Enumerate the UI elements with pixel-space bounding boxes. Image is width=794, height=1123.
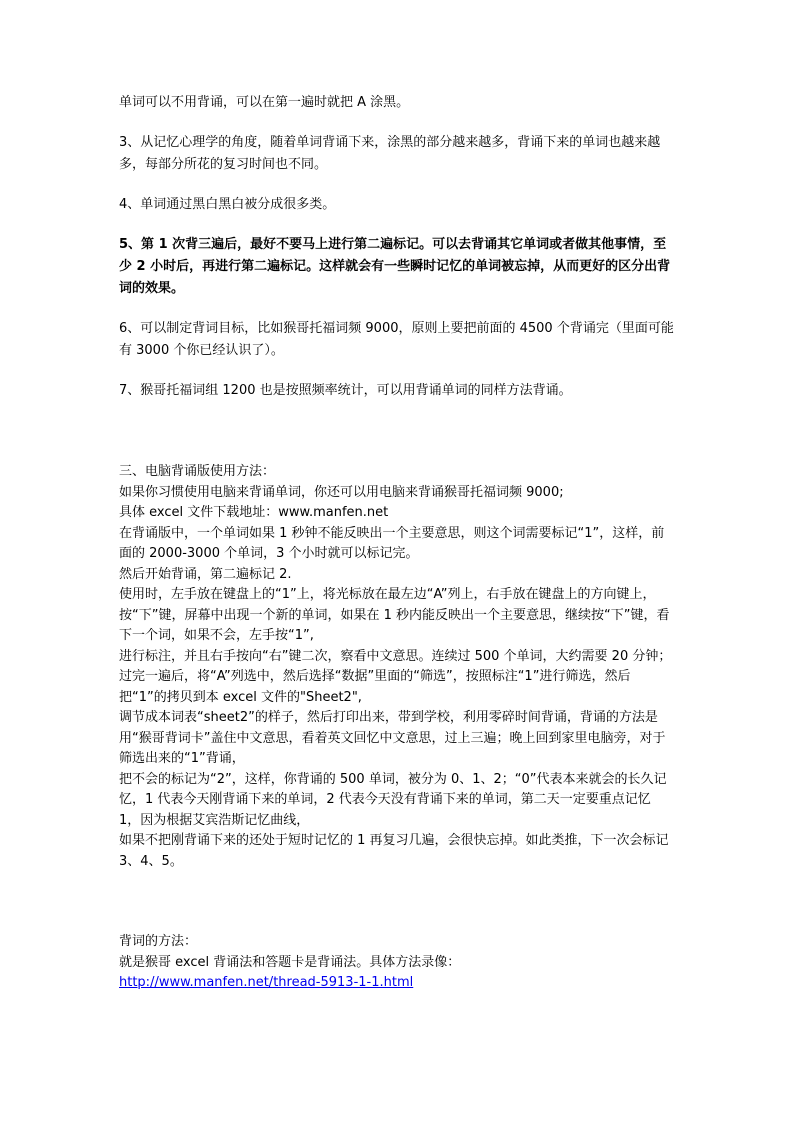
text-line: 使用时，左手放在键盘上的“1”上，将光标放在最左边“A”列上，右手放在键盘上的方向键上，按“下”键，屏幕中出现一个新的单词，如果在 1 秒内能反映出一个主要意思，继续按“下”键，看下一个词，如果不会，左手按“1”, [119, 587, 670, 643]
method-section [119, 932, 675, 994]
text-line: 调节成本词表“sheet2”的样子，然后打印出来，带到学校，利用零碎时间背诵，背诵的方法是用“猴哥背词卡”盖住中文意思，看着英文回忆中文意思，过上三遍；晚上回到家里电脑旁，对于筛选出来的“1”背诵， [119, 710, 666, 766]
text-line: 如果你习惯使用电脑来背诵单词，你还可以用电脑来背诵猴哥托福词频 9000; [119, 484, 564, 500]
text-line: 把不会的标记为“2”，这样，你背诵的 500 单词，被分为 0、1、2；“0”代表本来就会的长久记忆，1 代表今天刚背诵下来的单词，2 代表今天没有背诵下来的单词，第二天一定要重点记忆 1，因为根据艾宾浩斯记忆曲线， [119, 771, 667, 828]
method-description: 就是猴哥 excel 背诵法和答题卡是背诵法。具体方法录像： [119, 954, 461, 970]
paragraph-point-6: 6、可以制定背词目标，比如猴哥托福词频 9000，原则上要把前面的 4500 个背诵完（里面可能有 3000 个你已经认识了）。 [119, 321, 674, 358]
text-line: 如果不把刚背诵下来的还处于短时记忆的 1 再复习几遍，会很快忘掉。如此类推，下一次会标记 3、4、5。 [119, 833, 669, 869]
text-line: 进行标注，并且右手按向“右”键二次，察看中文意思。连续过 500 个单词，大约需要 20 分钟；过完一遍后，将“A”列选中，然后选择“数据”里面的“筛选”，按照标注“1”进行筛选，然后把“1”的拷贝到本 excel 文件的"Sheet2", [119, 648, 672, 705]
text-line: 在背诵版中，一个单词如果 1 秒钟不能反映出一个主要意思，则这个词需要标记“1”，这样，前面的 2000-3000 个单词，3 个小时就可以标记完。 [119, 525, 665, 561]
paragraph-point-5: 5、第 1 次背三遍后，最好不要马上进行第二遍标记。可以去背诵其它单词或者做其他事情，至少 2 小时后，再进行第二遍标记。这样就会有一些瞬时记忆的单词被忘掉，从而更好的区分出背词的效果。 [119, 237, 671, 296]
text-line: 然后开始背诵，第二遍标记 2. [119, 566, 292, 582]
paragraph-intro: 单词可以不用背诵，可以在第一遍时就把 A 涂黑。 [119, 95, 410, 110]
paragraph-point-7: 7、猴哥托福词组 1200 也是按照频率统计，可以用背诵单词的同样方法背诵。 [119, 383, 572, 398]
paragraph-point-3: 3、从记忆心理学的角度，随着单词背诵下来，涂黑的部分越来越多，背诵下来的单词也越来越多，每部分所花的复习时间也不同。 [119, 135, 661, 172]
document-page [119, 92, 675, 994]
method-heading: 背词的方法： [119, 934, 198, 949]
text-line: 具体 excel 文件下载地址：www.manfen.net [119, 505, 389, 520]
computer-method-section [119, 462, 675, 872]
paragraph-point-4: 4、单词通过黑白黑白被分成很多类。 [119, 197, 336, 212]
section-heading: 三、电脑背诵版使用方法： [119, 464, 276, 479]
video-link[interactable]: http://www.manfen.net/thread-5913-1-1.html [119, 975, 414, 990]
